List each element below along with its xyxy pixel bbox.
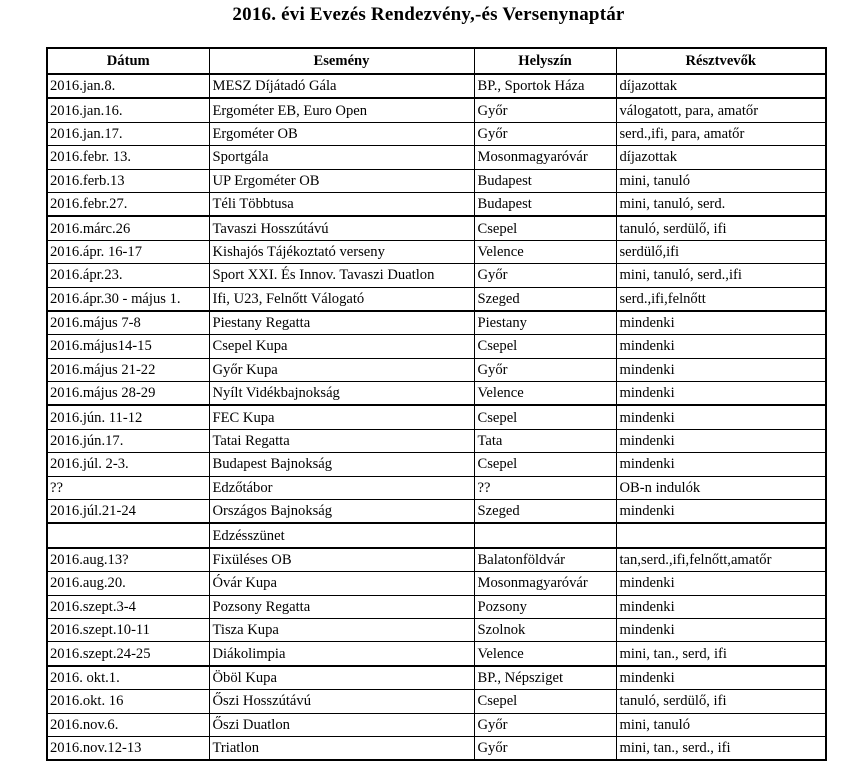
table-row xyxy=(47,358,826,381)
event-cell: Edzőtábor xyxy=(209,476,474,499)
place-cell: BP., Népsziget xyxy=(474,666,616,690)
place-cell: Budapest xyxy=(474,169,616,192)
table-row xyxy=(47,192,826,216)
header-participants: Résztvevők xyxy=(616,48,826,74)
event-cell: Sport XXI. És Innov. Tavaszi Duatlon xyxy=(209,264,474,287)
table-row xyxy=(47,335,826,358)
place-cell: Pozsony xyxy=(474,595,616,618)
date-cell: 2016.jan.17. xyxy=(47,122,209,145)
participants-cell: mindenki xyxy=(616,405,826,429)
place-cell: BP., Sportok Háza xyxy=(474,74,616,98)
table-row xyxy=(47,548,826,572)
date-cell: 2016.ápr.30 - május 1. xyxy=(47,287,209,311)
place-cell: Balatonföldvár xyxy=(474,548,616,572)
event-cell: Piestany Regatta xyxy=(209,311,474,335)
place-cell: Győr xyxy=(474,713,616,736)
participants-cell: OB-n indulók xyxy=(616,476,826,499)
table-row xyxy=(47,713,826,736)
table-row xyxy=(47,453,826,476)
event-calendar-table xyxy=(46,47,827,761)
place-cell: ?? xyxy=(474,476,616,499)
table-row xyxy=(47,216,826,240)
participants-cell: mindenki xyxy=(616,429,826,452)
place-cell: Győr xyxy=(474,736,616,760)
participants-cell: serd.,ifi,felnőtt xyxy=(616,287,826,311)
place-cell: Csepel xyxy=(474,335,616,358)
participants-cell: mini, tanuló, serd.,ifi xyxy=(616,264,826,287)
place-cell: Szolnok xyxy=(474,618,616,641)
event-cell: Országos Bajnokság xyxy=(209,500,474,524)
place-cell: Csepel xyxy=(474,405,616,429)
participants-cell: mini, tan., serd., ifi xyxy=(616,736,826,760)
table-row xyxy=(47,74,826,98)
date-cell: 2016.nov.6. xyxy=(47,713,209,736)
place-cell: Mosonmagyaróvár xyxy=(474,146,616,169)
participants-cell: mindenki xyxy=(616,311,826,335)
place-cell: Mosonmagyaróvár xyxy=(474,572,616,595)
event-cell: Tavaszi Hosszútávú xyxy=(209,216,474,240)
place-cell: Csepel xyxy=(474,690,616,713)
event-cell: Budapest Bajnokság xyxy=(209,453,474,476)
date-cell: 2016.ferb.13 xyxy=(47,169,209,192)
table-row xyxy=(47,405,826,429)
table-row xyxy=(47,595,826,618)
event-cell: Ifi, U23, Felnőtt Válogató xyxy=(209,287,474,311)
event-cell: Triatlon xyxy=(209,736,474,760)
participants-cell: mini, tanuló, serd. xyxy=(616,192,826,216)
date-cell: 2016.május 28-29 xyxy=(47,382,209,406)
place-cell: Velence xyxy=(474,382,616,406)
participants-cell: mindenki xyxy=(616,358,826,381)
table-row xyxy=(47,169,826,192)
event-cell: Őszi Hosszútávú xyxy=(209,690,474,713)
table-row xyxy=(47,500,826,524)
date-cell: 2016.május 7-8 xyxy=(47,311,209,335)
table-row xyxy=(47,476,826,499)
table-row xyxy=(47,690,826,713)
participants-cell: díjazottak xyxy=(616,146,826,169)
date-cell: 2016.jan.16. xyxy=(47,98,209,122)
event-cell: Fixüléses OB xyxy=(209,548,474,572)
place-cell: Budapest xyxy=(474,192,616,216)
date-cell: 2016.márc.26 xyxy=(47,216,209,240)
table-row xyxy=(47,382,826,406)
header-row xyxy=(47,48,826,74)
event-cell: Diákolimpia xyxy=(209,642,474,666)
event-cell: Győr Kupa xyxy=(209,358,474,381)
date-cell: 2016.febr. 13. xyxy=(47,146,209,169)
table-row xyxy=(47,572,826,595)
participants-cell: serd.,ifi, para, amatőr xyxy=(616,122,826,145)
date-cell: 2016.jan.8. xyxy=(47,74,209,98)
date-cell: 2016.jún. 11-12 xyxy=(47,405,209,429)
participants-cell: mindenki xyxy=(616,618,826,641)
place-cell: Győr xyxy=(474,122,616,145)
date-cell: 2016.jún.17. xyxy=(47,429,209,452)
event-cell: Ergométer OB xyxy=(209,122,474,145)
table-row xyxy=(47,311,826,335)
participants-cell: mini, tan., serd, ifi xyxy=(616,642,826,666)
table-row xyxy=(47,240,826,263)
participants-cell: mindenki xyxy=(616,666,826,690)
place-cell: Szeged xyxy=(474,500,616,524)
place-cell: Piestany xyxy=(474,311,616,335)
date-cell: 2016.május14-15 xyxy=(47,335,209,358)
place-cell: Győr xyxy=(474,264,616,287)
participants-cell: mini, tanuló xyxy=(616,169,826,192)
date-cell: 2016.aug.20. xyxy=(47,572,209,595)
participants-cell: serdülő,ifi xyxy=(616,240,826,263)
table-row xyxy=(47,287,826,311)
participants-cell: tanuló, serdülő, ifi xyxy=(616,690,826,713)
table-row xyxy=(47,666,826,690)
participants-cell xyxy=(616,523,826,547)
date-cell: 2016.júl.21-24 xyxy=(47,500,209,524)
event-cell: Tisza Kupa xyxy=(209,618,474,641)
table-row xyxy=(47,122,826,145)
date-cell: 2016.ápr.23. xyxy=(47,264,209,287)
participants-cell: tanuló, serdülő, ifi xyxy=(616,216,826,240)
event-cell: Csepel Kupa xyxy=(209,335,474,358)
event-cell: Ergométer EB, Euro Open xyxy=(209,98,474,122)
participants-cell: mindenki xyxy=(616,595,826,618)
table-row xyxy=(47,618,826,641)
date-cell: 2016.febr.27. xyxy=(47,192,209,216)
date-cell: 2016. okt.1. xyxy=(47,666,209,690)
place-cell: Szeged xyxy=(474,287,616,311)
participants-cell: mindenki xyxy=(616,335,826,358)
table-row xyxy=(47,146,826,169)
place-cell: Tata xyxy=(474,429,616,452)
table-row xyxy=(47,642,826,666)
participants-cell: válogatott, para, amatőr xyxy=(616,98,826,122)
date-cell: 2016.nov.12-13 xyxy=(47,736,209,760)
date-cell: 2016.szept.3-4 xyxy=(47,595,209,618)
event-cell: Óvár Kupa xyxy=(209,572,474,595)
table-row xyxy=(47,429,826,452)
place-cell: Csepel xyxy=(474,453,616,476)
event-cell: Edzésszünet xyxy=(209,523,474,547)
event-cell: Pozsony Regatta xyxy=(209,595,474,618)
event-cell: Téli Többtusa xyxy=(209,192,474,216)
date-cell: 2016.szept.10-11 xyxy=(47,618,209,641)
date-cell: 2016.aug.13? xyxy=(47,548,209,572)
event-cell: Nyílt Vidékbajnokság xyxy=(209,382,474,406)
place-cell: Győr xyxy=(474,98,616,122)
date-cell xyxy=(47,523,209,547)
table-row xyxy=(47,264,826,287)
participants-cell: mindenki xyxy=(616,453,826,476)
place-cell: Győr xyxy=(474,358,616,381)
place-cell xyxy=(474,523,616,547)
event-cell: Öböl Kupa xyxy=(209,666,474,690)
event-cell: Őszi Duatlon xyxy=(209,713,474,736)
event-cell: FEC Kupa xyxy=(209,405,474,429)
header-date: Dátum xyxy=(47,48,209,74)
participants-cell: mindenki xyxy=(616,572,826,595)
header-event: Esemény xyxy=(209,48,474,74)
date-cell: 2016.május 21-22 xyxy=(47,358,209,381)
place-cell: Velence xyxy=(474,642,616,666)
event-cell: Kishajós Tájékoztató verseny xyxy=(209,240,474,263)
date-cell: 2016.szept.24-25 xyxy=(47,642,209,666)
participants-cell: díjazottak xyxy=(616,74,826,98)
participants-cell: mindenki xyxy=(616,500,826,524)
participants-cell: mini, tanuló xyxy=(616,713,826,736)
header-place: Helyszín xyxy=(474,48,616,74)
event-cell: Sportgála xyxy=(209,146,474,169)
date-cell: 2016.okt. 16 xyxy=(47,690,209,713)
table-row xyxy=(47,736,826,760)
date-cell: ?? xyxy=(47,476,209,499)
participants-cell: mindenki xyxy=(616,382,826,406)
table-row xyxy=(47,98,826,122)
table-row xyxy=(47,523,826,547)
place-cell: Csepel xyxy=(474,216,616,240)
date-cell: 2016.júl. 2-3. xyxy=(47,453,209,476)
date-cell: 2016.ápr. 16-17 xyxy=(47,240,209,263)
participants-cell: tan,serd.,ifi,felnőtt,amatőr xyxy=(616,548,826,572)
event-cell: UP Ergométer OB xyxy=(209,169,474,192)
place-cell: Velence xyxy=(474,240,616,263)
event-cell: Tatai Regatta xyxy=(209,429,474,452)
page-title: 2016. évi Evezés Rendezvény,-és Versenynaptár xyxy=(232,4,625,25)
event-cell: MESZ Díjátadó Gála xyxy=(209,74,474,98)
